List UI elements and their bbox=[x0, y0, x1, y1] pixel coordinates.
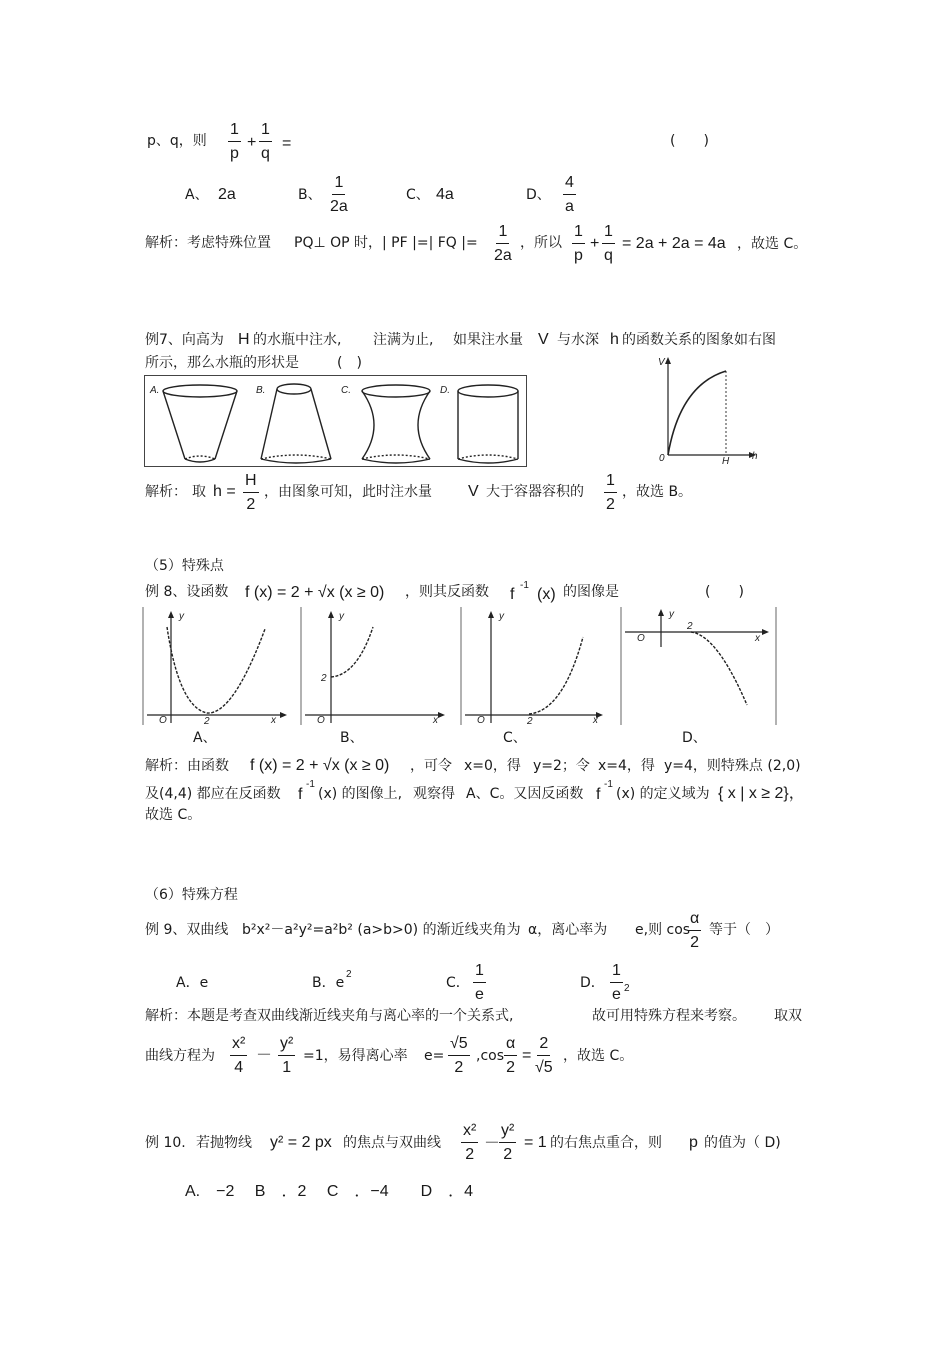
numerator: 1 bbox=[332, 175, 345, 195]
ex6-option-c-label: C、 bbox=[406, 187, 430, 203]
ex10-tail2: 的值为（ D) bbox=[704, 1135, 781, 1151]
figure-frame bbox=[145, 376, 527, 467]
y-label: y bbox=[339, 611, 344, 622]
ex7-solution-take: 取 bbox=[192, 484, 206, 500]
section-5-title: （5）特殊点 bbox=[145, 558, 224, 574]
ex9-solution-line2-a: 曲线方程为 bbox=[145, 1048, 215, 1064]
ex6-solution-fraction-q bbox=[602, 224, 615, 264]
ex6-solution-plus: + bbox=[590, 235, 600, 252]
ex8-line2-a: 及(4,4) 都应在反函数 bbox=[145, 786, 281, 802]
ex8-inverse-arg: (x) bbox=[537, 586, 556, 603]
numerator: α bbox=[688, 911, 701, 931]
ex6-option-c-value: 4a bbox=[436, 186, 454, 203]
ex6-solution-so: ，所以 bbox=[520, 235, 562, 251]
numerator: 1 bbox=[496, 224, 509, 244]
denominator: p bbox=[230, 145, 239, 162]
ex9-option-a: A．e bbox=[176, 975, 209, 991]
ex8-graph-label-a: A、 bbox=[193, 730, 217, 746]
x-label: x bbox=[271, 715, 276, 726]
ex8-answer-paren: ( ) bbox=[705, 584, 744, 600]
numerator: 1 bbox=[259, 122, 272, 142]
ex9-alpha: α，离心率为 bbox=[528, 922, 608, 938]
ex7-line1-a: 例7、向高为 bbox=[145, 332, 224, 348]
ex9-solution-fraction-2sqrt5 bbox=[535, 1036, 553, 1076]
x-arrow-icon bbox=[280, 712, 287, 718]
denominator: e bbox=[475, 986, 484, 1003]
ex6-question-head: p、q，则 bbox=[147, 133, 207, 149]
ex7-line1-b: 的水瓶中注水, bbox=[253, 332, 342, 348]
ex9-solution-fraction-sqrt5 bbox=[448, 1036, 470, 1076]
numerator: 1 bbox=[473, 963, 486, 983]
ex10-p: p bbox=[689, 1134, 698, 1151]
ex10-head: 例 10. bbox=[145, 1135, 186, 1151]
ex8-solution-c: y=2；令 bbox=[533, 758, 590, 774]
numerator: y² bbox=[499, 1123, 516, 1143]
y-label: y bbox=[179, 611, 184, 622]
v-axis-label: V bbox=[658, 357, 665, 368]
denominator: 2 bbox=[690, 934, 700, 951]
ex8-solution-e: y=4，则特殊点 (2,0) bbox=[664, 758, 801, 774]
ex7-solution-mid: ，由图象可知，此时注水量 bbox=[264, 484, 432, 500]
ex6-q-equals: = bbox=[282, 135, 292, 152]
ex8-graphs-figure bbox=[143, 607, 777, 729]
numerator: x² bbox=[461, 1123, 478, 1143]
x-label: x bbox=[433, 715, 438, 726]
ex6-solution-condition: PQ⊥ OP 时，| PF |=| FQ |= bbox=[294, 235, 478, 251]
numerator: α bbox=[504, 1036, 517, 1056]
numerator: x² bbox=[230, 1036, 247, 1056]
ex7-line1-H: H bbox=[238, 331, 250, 348]
ex8-graph-label-c: C、 bbox=[503, 730, 527, 746]
y-arrow-icon bbox=[328, 611, 334, 618]
ex8-solution-a: ，可令 bbox=[410, 758, 452, 774]
y-label: y bbox=[499, 611, 504, 622]
y-label: y bbox=[669, 609, 674, 620]
ex7-line2: 所示，那么水瓶的形状是 bbox=[145, 355, 299, 371]
x-arrow-icon bbox=[762, 629, 769, 635]
x-label: x bbox=[755, 633, 760, 644]
ex6-option-d-fraction bbox=[563, 175, 576, 215]
ex10-minus: － bbox=[484, 1135, 501, 1152]
ex6-solution-head: 解析：考虑特殊位置 bbox=[145, 235, 271, 251]
tick-2: 2 bbox=[204, 716, 210, 727]
ex6-option-b-fraction bbox=[330, 175, 348, 215]
ex7-solution-mid2: 大于容器容积的 bbox=[486, 484, 584, 500]
ex9-solution-fraction-x bbox=[230, 1036, 247, 1076]
ex9-solution-line1-c: 取双 bbox=[774, 1008, 802, 1024]
ex7-line1-c: 注满为止, bbox=[373, 332, 434, 348]
H-tick-label: H bbox=[722, 456, 730, 467]
denominator: 2 bbox=[503, 1146, 513, 1163]
numerator: 2 bbox=[537, 1036, 550, 1056]
ex9-solution-line1-a: 解析：本题是考查双曲线渐近线夹角与离心率的一个关系式, bbox=[145, 1008, 514, 1024]
ex7-bottles-figure bbox=[144, 375, 527, 467]
ex8-line3: 故选 C。 bbox=[145, 807, 202, 823]
ex9-tail: 等于（ ） bbox=[709, 922, 779, 938]
numerator: 1 bbox=[572, 224, 585, 244]
curve-a bbox=[167, 627, 265, 713]
section-6-title: （6）特殊方程 bbox=[145, 887, 238, 903]
ex9-solution-fraction-y bbox=[278, 1036, 295, 1076]
ex9-option-b-sup: 2 bbox=[346, 969, 352, 980]
ex9-option-c-fraction bbox=[473, 963, 486, 1003]
ex7-solution-fraction-half bbox=[604, 473, 617, 513]
graph-a bbox=[147, 611, 287, 727]
ex8-line2-sup2: -1 bbox=[604, 779, 613, 790]
ex9-solution-cos: ,cos bbox=[476, 1048, 505, 1064]
numerator: 1 bbox=[604, 473, 617, 493]
x-label: x bbox=[593, 715, 598, 726]
ex9-solution-minus: － bbox=[256, 1047, 273, 1064]
origin-label: O bbox=[637, 633, 645, 644]
curve-c bbox=[529, 637, 583, 714]
vh-curve bbox=[668, 371, 726, 455]
denominator: a bbox=[565, 198, 574, 215]
ex10-mid: 若抛物线 bbox=[196, 1135, 252, 1151]
ex9-solution-line1-b: 故可用特殊方程来考察。 bbox=[592, 1008, 746, 1024]
ex6-answer-paren: ( ) bbox=[670, 133, 709, 149]
x-arrow-icon bbox=[438, 712, 445, 718]
bottle-c bbox=[362, 385, 430, 463]
ex8-head: 例 8、设函数 bbox=[145, 584, 229, 600]
ex8-line2-f2: f bbox=[596, 786, 601, 803]
ex9-solution-e: e= bbox=[424, 1048, 445, 1064]
origin-label: O bbox=[159, 715, 167, 726]
ex7-vh-graph bbox=[650, 355, 760, 465]
ex9-option-d-label: D． bbox=[580, 975, 605, 991]
ex8-line2-set: { x | x ≥ 2}， bbox=[718, 785, 805, 802]
numerator: √5 bbox=[448, 1036, 470, 1056]
numerator: 1 bbox=[602, 224, 615, 244]
ex8-function: f (x) = 2 + √x (x ≥ 0) bbox=[245, 584, 385, 601]
numerator: 1 bbox=[228, 122, 241, 142]
ex8-mid: ，则其反函数 bbox=[405, 584, 489, 600]
ex8-solution-b: x=0，得 bbox=[464, 758, 521, 774]
y-arrow-icon bbox=[168, 611, 174, 618]
denominator: 4 bbox=[234, 1059, 244, 1076]
bottle-b-label: B. bbox=[256, 385, 266, 396]
ex7-line1-e: 与水深 bbox=[557, 332, 599, 348]
graph-c bbox=[465, 611, 603, 727]
ex9-e: e,则 cos bbox=[635, 922, 691, 938]
ex8-line2-c: 观察得 bbox=[413, 786, 455, 802]
v-axis-arrow-icon bbox=[665, 357, 671, 364]
numerator: 1 bbox=[610, 963, 623, 983]
ex6-option-a-value: 2a bbox=[218, 186, 236, 203]
bottle-d-label: D. bbox=[440, 385, 450, 396]
ex8-line2-f: f bbox=[298, 786, 303, 803]
tick-2: 2 bbox=[687, 621, 693, 632]
denominator: p bbox=[574, 247, 583, 264]
bottle-a bbox=[163, 385, 237, 462]
ex8-solution-d: x=4，得 bbox=[598, 758, 655, 774]
h-axis-label: h bbox=[752, 451, 758, 462]
ex7-solution-h: h = bbox=[213, 483, 236, 500]
ex10-fraction-x bbox=[461, 1123, 478, 1163]
graph-b bbox=[305, 611, 445, 726]
ex6-option-a-label: A、 bbox=[185, 187, 209, 203]
ex9-equation: b²x²－a²y²=a²b² (a>b>0) 的渐近线夹角为 bbox=[242, 922, 521, 938]
ex9-option-d-sup: 2 bbox=[624, 983, 630, 994]
ex6-solution-result: = 2a + 2a = 4a bbox=[622, 235, 726, 252]
ex8-solution-function: f (x) = 2 + √x (x ≥ 0) bbox=[250, 757, 390, 774]
ex9-solution-tail: ，故选 C。 bbox=[563, 1048, 634, 1064]
denominator: 2 bbox=[246, 496, 256, 513]
ex8-tail: 的图像是 bbox=[563, 584, 619, 600]
ex10-parabola: y² = 2 px bbox=[270, 1134, 332, 1151]
ex6-q-fraction-1 bbox=[228, 122, 241, 162]
ex9-option-d-fraction bbox=[610, 963, 623, 1003]
ex9-fraction-alpha bbox=[688, 911, 701, 951]
curve-d bbox=[691, 632, 747, 705]
ex6-q-fraction-2 bbox=[259, 122, 272, 162]
origin-label: O bbox=[317, 715, 325, 726]
ex7-line1-h: h bbox=[610, 331, 619, 348]
numerator: 4 bbox=[563, 175, 576, 195]
bottle-d bbox=[458, 385, 518, 463]
ex8-line2-b: (x) 的图像上, bbox=[318, 786, 403, 802]
denominator: 2 bbox=[454, 1059, 464, 1076]
ex7-answer-paren: ( ) bbox=[337, 355, 362, 371]
ex8-inverse-f: f bbox=[510, 586, 515, 603]
bottle-a-label: A. bbox=[150, 385, 160, 396]
ex7-solution-tail: ，故选 B。 bbox=[622, 484, 693, 500]
ex8-line2-g: (x) 的定义域为 bbox=[616, 786, 710, 802]
ex7-solution-head: 解析： bbox=[145, 484, 187, 500]
ex9-option-b: B．e bbox=[312, 975, 345, 991]
ex8-graph-label-d: D、 bbox=[682, 730, 707, 746]
graph-d bbox=[625, 609, 769, 705]
bottle-c-label: C. bbox=[341, 385, 351, 396]
denominator: q bbox=[261, 145, 270, 162]
denominator: 2 bbox=[606, 496, 615, 513]
ex10-eq2: = 1 bbox=[524, 1134, 547, 1151]
ex6-q-plus: + bbox=[247, 134, 257, 151]
tick-2: 2 bbox=[527, 716, 533, 727]
y-arrow-icon bbox=[488, 611, 494, 618]
ex6-solution-fraction-p bbox=[572, 224, 585, 264]
denominator: √5 bbox=[535, 1059, 553, 1076]
ex6-option-b-label: B、 bbox=[298, 187, 322, 203]
ex6-solution-tail: ，故选 C。 bbox=[737, 236, 808, 252]
denominator: 2a bbox=[494, 247, 512, 264]
denominator: 2 bbox=[465, 1146, 475, 1163]
origin-label: 0 bbox=[659, 453, 665, 464]
ex9-solution-eq2: = bbox=[522, 1047, 532, 1064]
ex9-solution-eq1: =1，易得离心率 bbox=[303, 1048, 408, 1064]
ex10-mid2: 的焦点与双曲线 bbox=[343, 1135, 441, 1151]
denominator: 1 bbox=[282, 1059, 292, 1076]
ex7-solution-V: V bbox=[468, 483, 479, 500]
y-arrow-icon bbox=[658, 609, 664, 616]
ex8-solution-head: 解析：由函数 bbox=[145, 758, 229, 774]
ex9-head: 例 9、双曲线 bbox=[145, 922, 229, 938]
ex7-line1-d: 如果注水量 bbox=[453, 332, 523, 348]
ex8-line2-d: A、C。又因反函数 bbox=[466, 786, 584, 802]
tick-2: 2 bbox=[321, 673, 327, 684]
ex7-solution-fraction-h bbox=[243, 473, 259, 513]
ex10-options: A. −2 B ．2 C ．−4 D ．4 bbox=[185, 1183, 474, 1200]
ex8-graph-label-b: B、 bbox=[340, 730, 364, 746]
denominator: 2a bbox=[330, 198, 348, 215]
ex9-solution-fraction-alpha bbox=[504, 1036, 517, 1076]
ex6-solution-fraction bbox=[494, 224, 512, 264]
ex9-option-c-label: C． bbox=[446, 975, 470, 991]
origin-label: O bbox=[477, 715, 485, 726]
denominator: 2 bbox=[506, 1059, 516, 1076]
numerator: H bbox=[243, 473, 259, 493]
denominator: q bbox=[604, 247, 613, 264]
numerator: y² bbox=[278, 1036, 295, 1056]
ex7-line1-f: 的函数关系的图象如右图 bbox=[622, 332, 776, 348]
ex10-tail: 的右焦点重合，则 bbox=[550, 1135, 662, 1151]
ex7-line1-V: V bbox=[538, 331, 549, 348]
bottle-b bbox=[261, 384, 331, 463]
ex8-line2-sup: -1 bbox=[306, 779, 315, 790]
ex6-option-d-label: D、 bbox=[526, 187, 551, 203]
ex10-fraction-y bbox=[499, 1123, 516, 1163]
denominator: e bbox=[612, 986, 621, 1003]
curve-b bbox=[331, 627, 373, 677]
ex8-inverse-sup: -1 bbox=[520, 580, 529, 591]
